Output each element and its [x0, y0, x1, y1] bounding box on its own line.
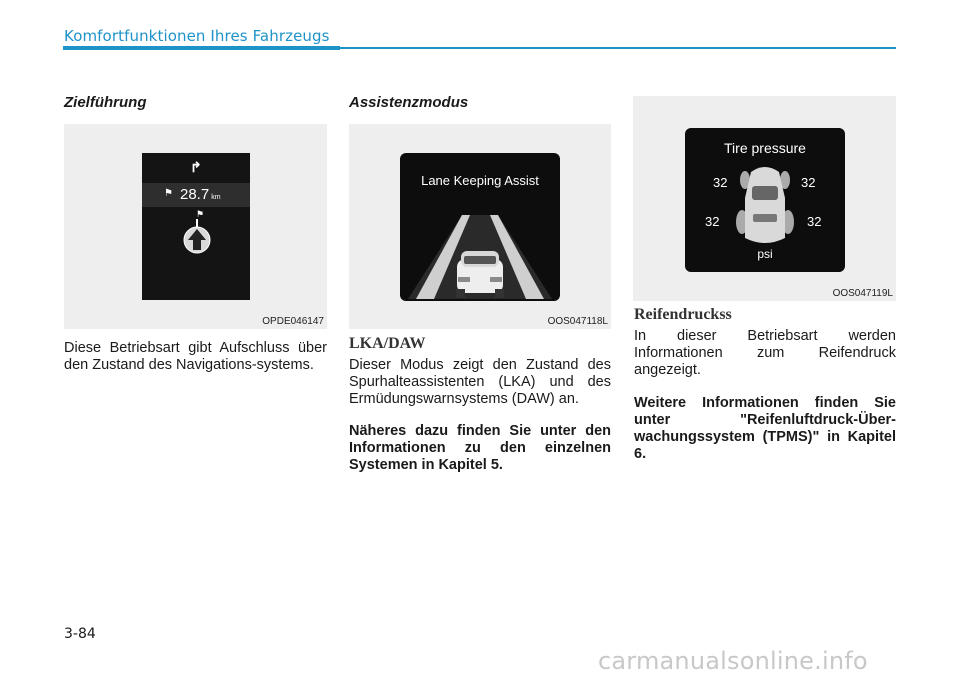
tire-pressure-front-right: 32 — [801, 175, 816, 190]
figure-navigation — [64, 124, 327, 329]
note-text-reifendruck — [634, 395, 896, 463]
page-number: 3-84 — [64, 626, 96, 642]
paragraph: In dieser Betriebsart werden Informationen zum Reifendruck angezeigt. — [634, 328, 896, 378]
header-title: Komfortfunktionen Ihres Fahrzeugs — [64, 27, 330, 45]
tire-pressure-front-left: 32 — [713, 175, 728, 190]
note-text-lka-daw — [349, 423, 611, 474]
lka-screen — [400, 153, 560, 301]
destination-flag-icon: ⚑ — [164, 188, 173, 199]
distance-unit: km — [211, 194, 221, 201]
body-text-zielfuehrung — [64, 340, 327, 374]
route-arrow-icon — [142, 153, 250, 300]
waypoint-flag-icon: ⚑ — [196, 209, 205, 219]
navigation-screen — [142, 153, 250, 300]
figure-code: OOS047119L — [832, 288, 893, 299]
watermark: carmanualsonline.info — [598, 647, 868, 675]
paragraph: Näheres dazu finden Sie unter den Informationen zu den einzelnen Systemen in Kapitel 5. — [349, 423, 611, 473]
paragraph: Diese Betriebsart gibt Aufschluss über den Zustand des Navigations-systems. — [64, 340, 327, 373]
body-text-lka-daw — [349, 357, 611, 408]
tire-pressure-screen — [685, 128, 845, 272]
lane-car-illustration — [400, 153, 560, 301]
section-title-zielfuehrung: Zielführung — [64, 94, 147, 111]
section-title-assistenzmodus: Assistenzmodus — [349, 94, 469, 111]
distance-value: 28.7 — [180, 186, 210, 203]
tire-pressure-unit: psi — [757, 247, 773, 261]
tire-pressure-rear-left: 32 — [705, 214, 720, 229]
lka-screen-title: Lane Keeping Assist — [421, 173, 539, 188]
subheading-reifendruck: Reifendruckss — [634, 306, 732, 323]
paragraph: Dieser Modus zeigt den Zustand des Spurhalteassistenten (LKA) und des Ermüdungswarnsystems (DAW) an. — [349, 357, 611, 407]
tire-pressure-title: Tire pressure — [724, 140, 806, 156]
figure-tire-pressure — [633, 96, 896, 301]
tire-pressure-rear-right: 32 — [807, 214, 822, 229]
body-text-reifendruck — [634, 328, 896, 379]
header-rule-thin — [340, 47, 896, 49]
figure-code: OOS047118L — [547, 316, 608, 327]
subheading-lka-daw: LKA/DAW — [349, 335, 426, 352]
paragraph: Weitere Informationen finden Sie unter "Reifenluftdruck-Über-wachungssystem (TPMS)" in Kapitel 6. — [634, 395, 896, 462]
figure-lane-keeping — [349, 124, 611, 329]
header-rule-thick — [63, 46, 340, 50]
figure-code: OPDE046147 — [262, 316, 324, 327]
turn-right-arrow-icon: ↱ — [190, 159, 202, 175]
